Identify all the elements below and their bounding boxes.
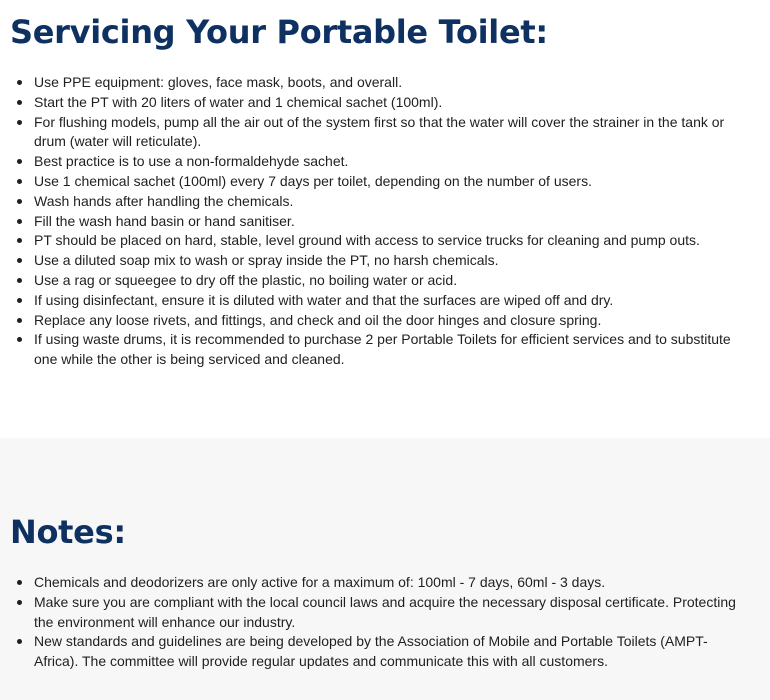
list-item	[0, 113, 752, 153]
servicing-title: Servicing Your Portable Toilet:	[10, 13, 548, 51]
list-item-text: Use a diluted soap mix to wash or spray inside the PT, no harsh chemicals.	[34, 252, 499, 269]
bullet-dot-icon	[17, 318, 22, 323]
list-item-text: Use 1 chemical sachet (100ml) every 7 days per toilet, depending on the number of users.	[34, 172, 592, 189]
bullet-dot-icon	[17, 639, 22, 644]
list-item	[0, 152, 752, 172]
list-item	[0, 192, 752, 212]
list-item-text: New standards and guidelines are being developed by the Association of Mobile and Portable Toilets (AMPT-Africa). The committee will provide regular updates and communicate this with all customers.	[34, 633, 708, 670]
list-item	[0, 330, 752, 370]
list-item-text: Wash hands after handling the chemicals.	[34, 192, 294, 209]
list-item-text: Use PPE equipment: gloves, face mask, boots, and overall.	[34, 74, 403, 90]
list-item-text: If using waste drums, it is recommended to purchase 2 per Portable Toilets for efficient services and to substitute one while the other is being serviced and cleaned.	[34, 331, 731, 368]
bullet-dot-icon	[17, 298, 22, 303]
list-item	[0, 291, 752, 311]
bullet-dot-icon	[17, 179, 22, 184]
list-item-text: If using disinfectant, ensure it is diluted with water and that the surfaces are wiped off and dry.	[34, 291, 614, 308]
list-item	[0, 632, 752, 672]
list-item-text: Replace any loose rivets, and fittings, and check and oil the door hinges and closure spring.	[34, 311, 602, 328]
list-item	[0, 231, 752, 251]
list-item-text: Make sure you are compliant with the local council laws and acquire the necessary disposal certificate. Protecting the environment will enhance our industry.	[34, 593, 736, 630]
list-item	[0, 93, 752, 113]
bullet-dot-icon	[17, 580, 22, 585]
bullet-dot-icon	[17, 238, 22, 243]
list-item	[0, 172, 752, 192]
list-item-text: For flushing models, pump all the air out of the system first so that the water will cover the strainer in the tank or drum (water will reticulate).	[34, 113, 725, 150]
notes-list	[0, 573, 752, 672]
bullet-dot-icon	[17, 100, 22, 105]
list-item	[0, 251, 752, 271]
bullet-dot-icon	[17, 278, 22, 283]
bullet-dot-icon	[17, 159, 22, 164]
list-item	[0, 73, 752, 93]
bullet-dot-icon	[17, 258, 22, 263]
list-item-text: Fill the wash hand basin or hand sanitiser.	[34, 212, 295, 229]
list-item-text: Start the PT with 20 liters of water and 1 chemical sachet (100ml).	[34, 93, 443, 110]
bullet-dot-icon	[17, 600, 22, 605]
list-item-text: Chemicals and deodorizers are only active for a maximum of: 100ml - 7 days, 60ml - 3 days.	[34, 574, 606, 590]
bullet-dot-icon	[17, 120, 22, 125]
list-item	[0, 212, 752, 232]
list-item	[0, 271, 752, 291]
bullet-dot-icon	[17, 80, 22, 85]
list-item	[0, 593, 752, 633]
list-item-text: PT should be placed on hard, stable, level ground with access to service trucks for cleaning and pump outs.	[34, 232, 700, 249]
list-item	[0, 573, 752, 593]
bullet-dot-icon	[17, 219, 22, 224]
bullet-dot-icon	[17, 337, 22, 342]
notes-section	[0, 438, 770, 700]
notes-title: Notes:	[10, 513, 126, 551]
bullet-dot-icon	[17, 199, 22, 204]
list-item	[0, 311, 752, 331]
list-item-text: Use a rag or squeegee to dry off the plastic, no boiling water or acid.	[34, 271, 458, 288]
servicing-list	[0, 73, 752, 370]
list-item-text: Best practice is to use a non-formaldehyde sachet.	[34, 153, 349, 170]
